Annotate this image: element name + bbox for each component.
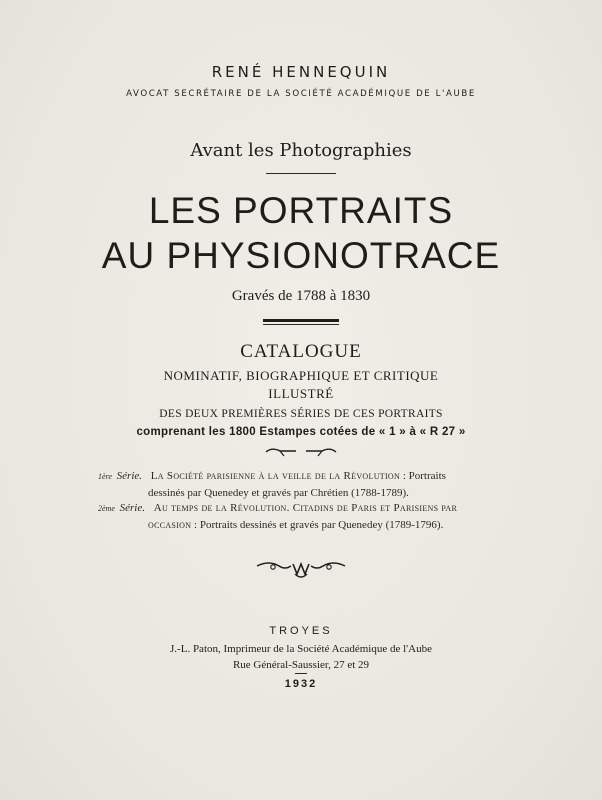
catalogue-line-2: ILLUSTRÉ — [268, 386, 334, 401]
small-ornament-icon — [262, 446, 340, 458]
series-2-title: Au temps de la Révolution. Citadins de Paris et Parisiens par — [153, 502, 458, 514]
imprint-printer: J.-L. Paton, Imprimeur de la Société Académique de l'Aube — [170, 643, 432, 655]
series-1-continuation: dessinés par Quenedey et gravés par Chrétien (1788-1789). — [148, 487, 409, 499]
catalogue-line-3: DES DEUX PREMIÈRES SÉRIES DE CES PORTRAITS — [159, 408, 443, 420]
dates-rule-thin — [263, 324, 339, 325]
catalogue-line-1: NOMINATIF, BIOGRAPHIQUE ET CRITIQUE — [163, 368, 439, 383]
series-2-continuation: : Portraits dessinés et gravés par Quenedey (1789-1796). — [194, 519, 444, 531]
book-dates: Gravés de 1788 à 1830 — [231, 288, 371, 304]
series-2-label: Série. — [119, 502, 145, 514]
imprint-city: TROYES — [269, 625, 333, 637]
series-1-number: 1ère — [98, 472, 112, 481]
series-1-title-end: : Portraits — [402, 470, 446, 482]
series-2 — [98, 500, 518, 533]
dates-rule — [263, 319, 339, 322]
imprint-year: 1932 — [284, 678, 318, 690]
catalogue-title: CATALOGUE — [240, 341, 362, 362]
series-2-continuation-caps: occasion — [148, 519, 192, 531]
floral-vignette-icon — [253, 558, 349, 582]
series-1 — [98, 468, 518, 501]
series-2-number: 2ème — [98, 504, 115, 513]
imprint-rule — [295, 673, 307, 674]
book-title-line-1: LES PORTRAITS — [148, 190, 454, 231]
series-1-label: Série. — [116, 470, 143, 482]
catalogue-line-4: comprenant les 1800 Estampes cotées de « 1 » à « R 27 » — [136, 426, 466, 438]
series-1-title: La Société parisienne à la veille de la Révolution — [150, 470, 401, 482]
book-title-line-2: AU PHYSIONOTRACE — [101, 235, 501, 276]
author-role: AVOCAT SECRÉTAIRE DE LA SOCIÉTÉ ACADÉMIQUE DE L'AUBE — [126, 89, 476, 99]
author-name: RENÉ HENNEQUIN — [211, 63, 391, 81]
book-supertitle: Avant les Photographies — [190, 140, 412, 161]
supertitle-rule — [266, 173, 336, 174]
imprint-street: Rue Général-Saussier, 27 et 29 — [232, 659, 370, 671]
